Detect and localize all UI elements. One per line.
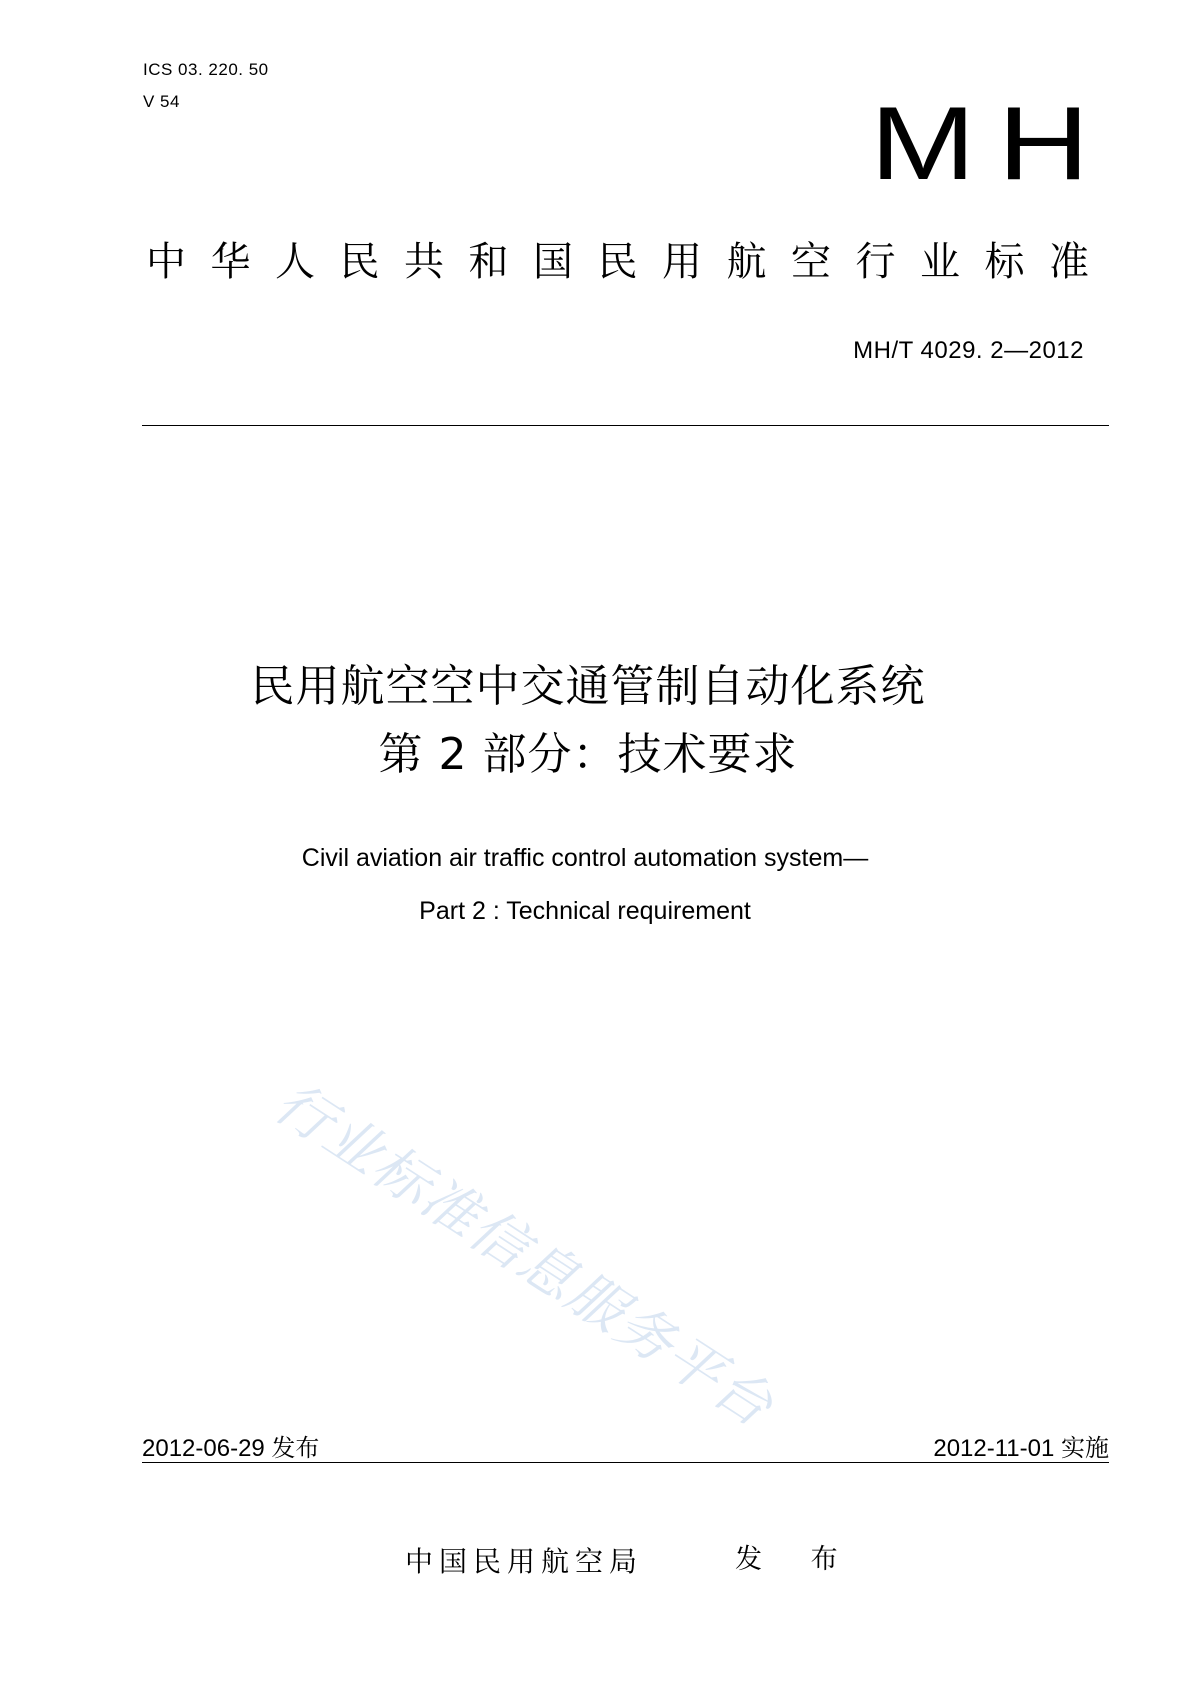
title-en-line1: Civil aviation air traffic control automation system— (301, 844, 869, 872)
title-zh-line2: 第 2 部分：技术要求 (378, 729, 798, 780)
standard-category: 中华人民共和国民用航空行业标准 (146, 239, 1114, 285)
top-divider (142, 425, 1109, 426)
watermark: 行业标准信息服务平台 (263, 1070, 785, 1441)
issue-date: 2012-06-29 发布 (142, 1435, 320, 1462)
ics-code: ICS 03. 220. 50 (143, 60, 269, 79)
issuer-action: 发 布 (735, 1544, 858, 1575)
bottom-divider (142, 1462, 1109, 1463)
classification-code: V 54 (143, 92, 180, 111)
implementation-date: 2012-11-01 实施 (933, 1435, 1109, 1462)
standard-number: MH/T 4029. 2—2012 (853, 337, 1084, 364)
title-en-line2: Part 2 : Technical requirement (419, 897, 751, 925)
title-zh-line1: 民用航空空中交通管制自动化系统 (250, 661, 926, 712)
issuer-name: 中国民用航空局 (405, 1545, 644, 1578)
mh-logo: MH (870, 86, 1112, 202)
